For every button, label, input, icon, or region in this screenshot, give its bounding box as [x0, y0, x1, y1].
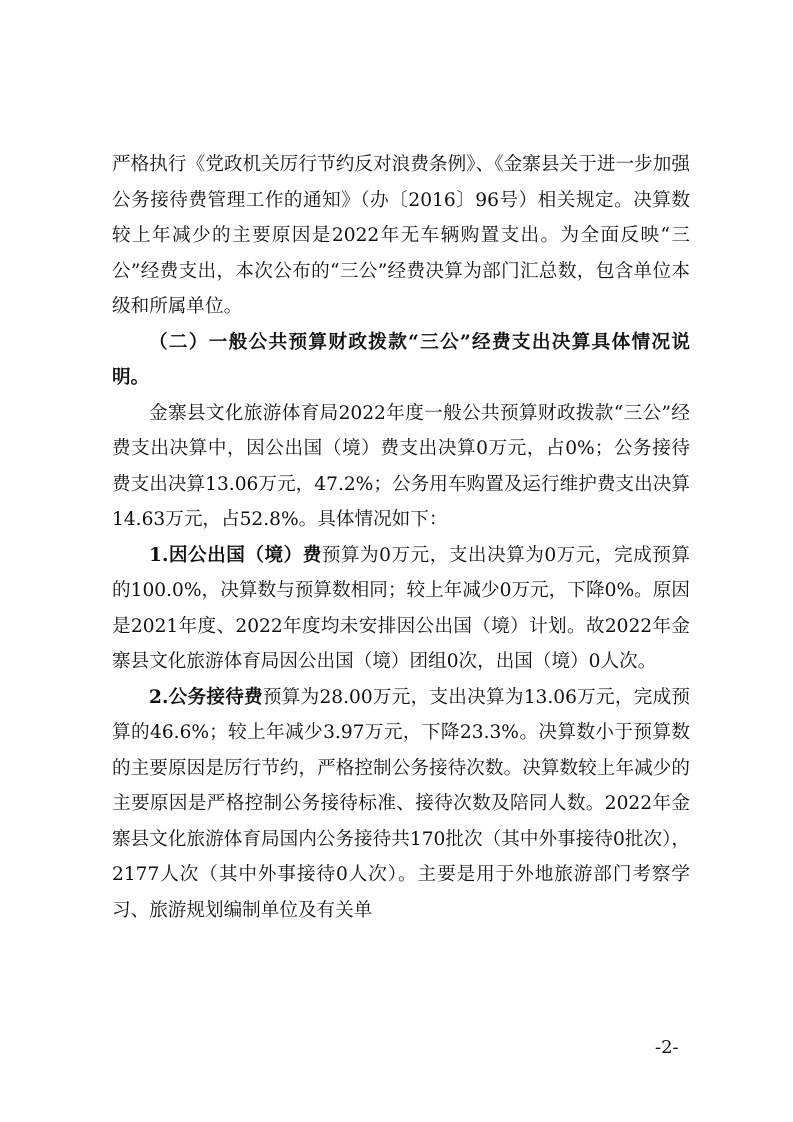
- section-heading-text: （二）一般公共预算财政拨款“三公”经费支出决算具体情况说明。: [112, 331, 690, 388]
- paragraph-overseas-travel: [112, 538, 690, 680]
- paragraph-text: 预算为0万元，支出决算为0万元，完成预算的100.0%，决算数与预算数相同；较上年减少0万元，下降0%。原因是2021年度、2022年度均未安排因公出国（境）计划。故2022年金寨县文化旅游体育局因公出国（境）团组0次，出国（境）0人次。: [112, 544, 690, 672]
- item-lead-reception-expense: 2.公务接待费: [149, 686, 263, 708]
- paragraph-text: 预算为28.00万元，支出决算为13.06万元，完成预算的46.6%；较上年减少3.97万元，下降23.3%。决算数小于预算数的主要原因是厉行节约，严格控制公务接待次数。决算数较上年减少的主要原因是严格控制公务接待标准、接待次数及陪同人数。2022年金寨县文化旅游体育局国内公务接待共170批次（其中外事接待0批次），2177人次（其中外事接待0人次）。主要是用于外地旅游部门考察学习、旅游规划编制单位及有关单: [112, 686, 690, 921]
- paragraph-overview: [112, 396, 690, 538]
- item-lead-overseas-travel: 1.因公出国（境）费: [149, 544, 322, 566]
- section-heading-general-budget: [112, 325, 690, 396]
- paragraph-text: 金寨县文化旅游体育局2022年度一般公共预算财政拨款“三公”经费支出决算中，因公出国（境）费支出决算0万元，占0%；公务接待费支出决算13.06万元，47.2%；公务用车购置及运行维护费支出决算14.63万元，占52.8%。具体情况如下：: [112, 402, 690, 530]
- page-number: -2-: [655, 1037, 679, 1058]
- paragraph-regulation-basis: [112, 147, 690, 325]
- document-body: [112, 147, 690, 928]
- paragraph-text: 严格执行《党政机关厉行节约反对浪费条例》、《金寨县关于进一步加强公务接待费管理工作的通知》（办〔2016〕96号）相关规定。决算数较上年减少的主要原因是2022年无车辆购置支出。为全面反映“三公”经费支出，本次公布的“三公”经费决算为部门汇总数，包含单位本级和所属单位。: [112, 154, 690, 317]
- paragraph-reception-expense: [112, 680, 690, 929]
